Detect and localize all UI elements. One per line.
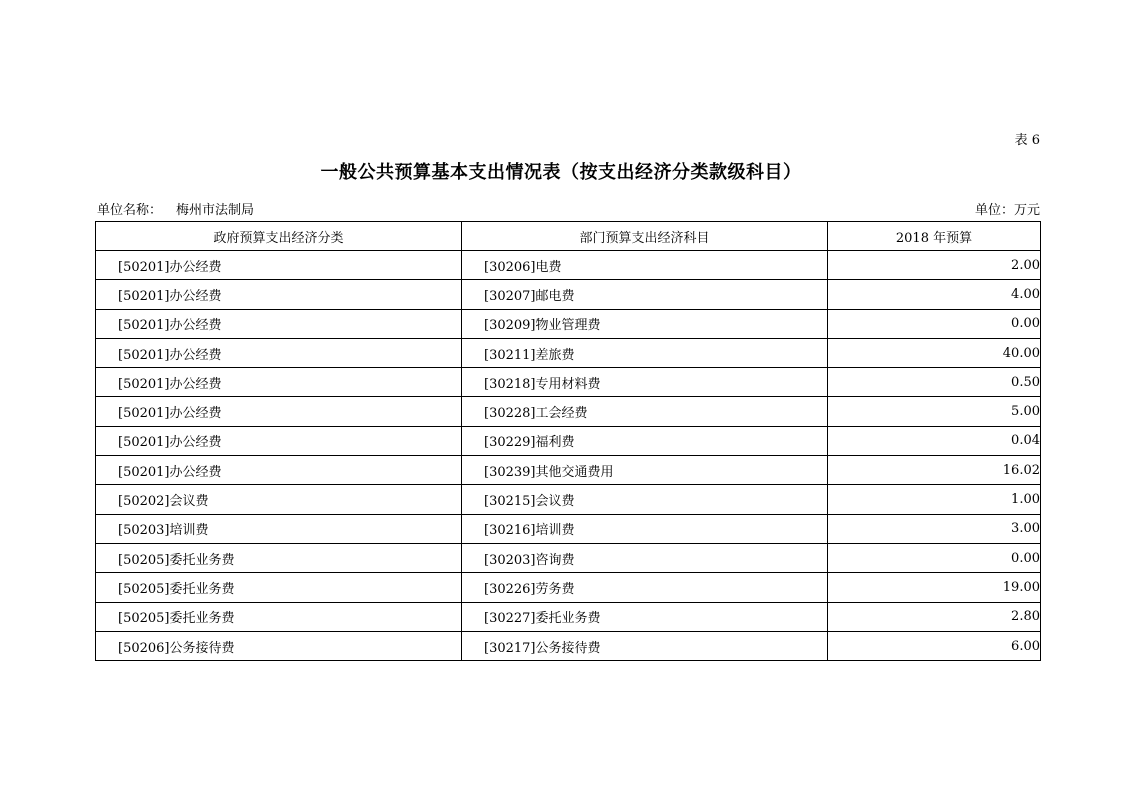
unit-name-line	[97, 199, 254, 218]
dept-subject-cell: [30209]物业管理费	[462, 309, 828, 338]
budget-amount-cell: 0.50	[828, 368, 1041, 397]
dept-subject-cell: [30206]电费	[462, 251, 828, 280]
table-row	[96, 573, 1041, 602]
table-row	[96, 456, 1041, 485]
dept-subject-cell: [30215]会议费	[462, 485, 828, 514]
budget-amount-cell: 0.00	[828, 543, 1041, 572]
budget-amount-cell: 16.02	[828, 456, 1041, 485]
dept-subject-cell: [30203]咨询费	[462, 543, 828, 572]
table-header-row	[96, 222, 1041, 251]
budget-amount-cell: 3.00	[828, 514, 1041, 543]
gov-category-cell: [50201]办公经费	[96, 309, 462, 338]
gov-category-cell: [50201]办公经费	[96, 426, 462, 455]
table-row	[96, 309, 1041, 338]
gov-category-cell: [50206]公务接待费	[96, 631, 462, 660]
budget-amount-cell: 0.04	[828, 426, 1041, 455]
dept-subject-cell: [30207]邮电费	[462, 280, 828, 309]
table-row	[96, 631, 1041, 660]
table-row	[96, 280, 1041, 309]
gov-category-cell: [50205]委托业务费	[96, 602, 462, 631]
unit-label: 单位：万元	[974, 203, 1040, 218]
gov-category-cell: [50205]委托业务费	[96, 573, 462, 602]
budget-amount-cell: 0.00	[828, 309, 1041, 338]
gov-category-cell: [50205]委托业务费	[96, 543, 462, 572]
gov-category-cell: [50201]办公经费	[96, 251, 462, 280]
budget-amount-cell: 2.80	[828, 602, 1041, 631]
budget-amount-cell: 6.00	[828, 631, 1041, 660]
dept-subject-cell: [30226]劳务费	[462, 573, 828, 602]
budget-amount-cell: 4.00	[828, 280, 1041, 309]
budget-amount-cell: 5.00	[828, 397, 1041, 426]
dept-subject-cell: [30239]其他交通费用	[462, 456, 828, 485]
table-row	[96, 251, 1041, 280]
table-row	[96, 397, 1041, 426]
dept-subject-cell: [30229]福利费	[462, 426, 828, 455]
table-row	[96, 426, 1041, 455]
table-row	[96, 338, 1041, 367]
budget-amount-cell: 2.00	[828, 251, 1041, 280]
budget-amount-cell: 19.00	[828, 573, 1041, 602]
table-row	[96, 368, 1041, 397]
table-row	[96, 602, 1041, 631]
header-budget-2018: 2018 年预算	[828, 222, 1041, 251]
table-row	[96, 543, 1041, 572]
budget-amount-cell: 40.00	[828, 338, 1041, 367]
gov-category-cell: [50202]会议费	[96, 485, 462, 514]
gov-category-cell: [50201]办公经费	[96, 456, 462, 485]
dept-subject-cell: [30216]培训费	[462, 514, 828, 543]
dept-subject-cell: [30217]公务接待费	[462, 631, 828, 660]
budget-table	[95, 221, 1041, 661]
dept-subject-cell: [30211]差旅费	[462, 338, 828, 367]
dept-subject-cell: [30218]专用材料费	[462, 368, 828, 397]
gov-category-cell: [50201]办公经费	[96, 397, 462, 426]
dept-subject-cell: [30227]委托业务费	[462, 602, 828, 631]
unit-name-value: 梅州市法制局	[176, 203, 255, 218]
table-number: 表 6	[1014, 133, 1040, 148]
table-body	[96, 251, 1041, 661]
budget-amount-cell: 1.00	[828, 485, 1041, 514]
header-dept-subject: 部门预算支出经济科目	[462, 222, 828, 251]
dept-subject-cell: [30228]工会经费	[462, 397, 828, 426]
gov-category-cell: [50201]办公经费	[96, 338, 462, 367]
gov-category-cell: [50201]办公经费	[96, 280, 462, 309]
page-title: 一般公共预算基本支出情况表（按支出经济分类款级科目）	[320, 162, 802, 183]
unit-name-label: 单位名称：	[97, 203, 163, 218]
table-row	[96, 485, 1041, 514]
table-row	[96, 514, 1041, 543]
header-gov-category: 政府预算支出经济分类	[96, 222, 462, 251]
gov-category-cell: [50201]办公经费	[96, 368, 462, 397]
gov-category-cell: [50203]培训费	[96, 514, 462, 543]
